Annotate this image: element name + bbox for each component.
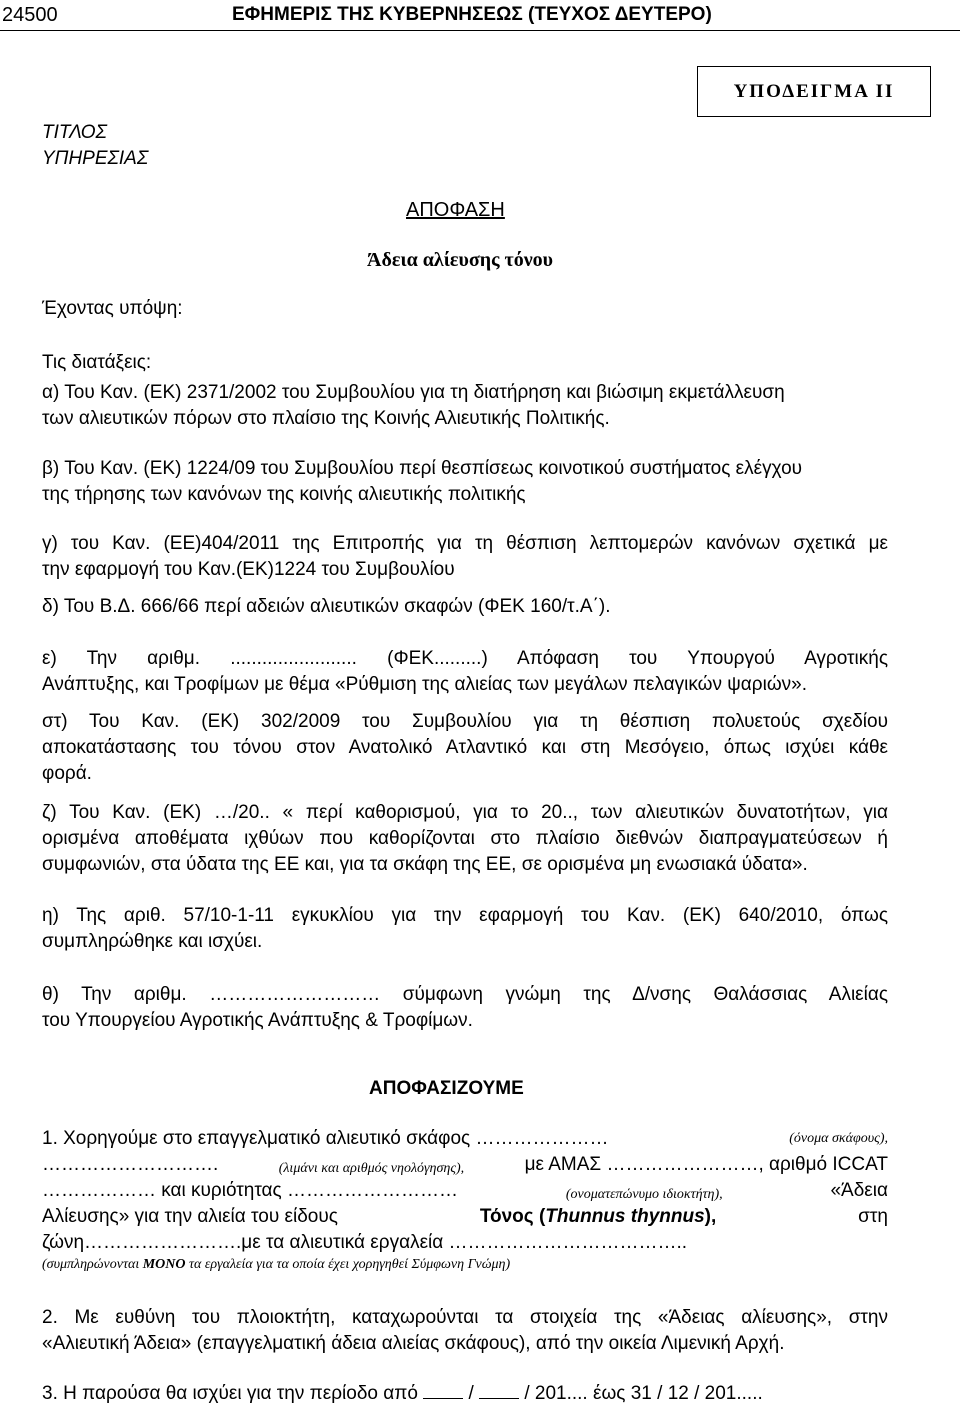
item-1-line-3 [42,1178,888,1204]
clause-i-line-2: του Υπουργείου Αγροτικής Ανάπτυξης & Τροφίμων. [42,1010,473,1031]
considering-label: Έχοντας υπόψη: [42,298,183,319]
item-3-line [42,1381,888,1407]
item-1-text-4a: Αλίευσης» για την αλιεία του είδους [42,1206,338,1227]
gazette-header [0,2,960,28]
page-number: 24500 [2,4,58,26]
date-month-blank [479,1382,519,1399]
item-1-text-4b: στη [858,1206,888,1227]
species-common-name: Τόνος [479,1206,534,1227]
species-latin-name: Thunnus thynnus [545,1206,705,1227]
clause-d-line-1: δ) Του Β.Δ. 666/66 περί αδειών αλιευτικών σκαφών (ΦΕΚ 160/τ.Α΄). [42,596,611,617]
item-1-note-2: (λιμάνι και αριθμός νηολόγησης), [278,1161,465,1176]
item-1-text-3b: «Άδεια [830,1180,888,1201]
clause-f-line-2: αποκατάστασης του τόνου στον Ανατολικό Ατλαντικό και στη Μεσόγειο, όπως ισχύει κάθε [42,737,888,758]
item-1-text-3a: ……………… και κυριότητας ……………………… [42,1180,458,1201]
item-1-species [480,1204,716,1230]
clause-g-line-1: ζ) Του Καν. (ΕΚ) …/20.. « περί καθορισμού, για το 20.., των αλιευτικών δυνατοτήτων, για [42,802,888,823]
service-line-2: ΥΠΗΡΕΣΙΑΣ [42,148,149,169]
clause-c-line-2: την εφαρμογή του Καν.(ΕΚ)1224 του Συμβουλίου [42,559,455,580]
clause-b-line-1: β) Του Καν. (ΕΚ) 1224/09 του Συμβουλίου περί θεσπίσεως κοινοτικού συστήματος ελέγχου [42,458,803,479]
decision-title: ΑΠΟΦΑΣΗ [406,199,505,221]
footnote-part-c: τα εργαλεία για τα οποία έχει χορηγηθεί Σύμφωνη Γνώμη) [189,1257,511,1272]
date-separator: / [468,1383,474,1404]
service-line-1: ΤΙΤΛΟΣ [42,122,107,143]
date-day-blank [423,1382,463,1399]
item-3-text-a: 3. Η παρούσα θα ισχύει για την περίοδο από [42,1383,418,1404]
footnote-only: ΜΟΝΟ [142,1257,186,1272]
clause-c [42,531,888,583]
clause-i [42,982,888,1034]
model-box: ΥΠΟΔΕΙΓΜΑ ΙΙ [697,66,931,117]
clause-e-line-2: Ανάπτυξης, και Τροφίμων με θέμα «Ρύθμιση της αλιείας των μεγάλων πελαγικών ψαριών». [42,674,808,695]
service-title [42,120,148,172]
item-1-line-2 [42,1152,888,1178]
clause-b-line-2: της τήρησης των κανόνων της κοινής αλιευτικής πολιτικής [42,484,526,505]
item-1-note-1: (όνομα σκάφους), [789,1131,888,1146]
clause-h-line-2: συμπληρώθηκε και ισχύει. [42,931,263,952]
clause-a-line-2: των αλιευτικών πόρων στο πλαίσιο της Κοινής Αλιευτικής Πολιτικής. [42,408,610,429]
clause-b [42,456,888,508]
clause-f-line-3: φορά. [42,763,92,784]
header-rule [0,30,960,31]
item-1-line-4 [42,1204,888,1230]
decision-subtitle: Άδεια αλίευσης τόνου [367,249,554,271]
item-2-line-1: 2. Με ευθύνη του πλοιοκτήτη, καταχωρούνται τα στοιχεία της «Άδειας αλίευσης», στην [42,1307,888,1328]
clause-a-line-1: α) Του Καν. (ΕΚ) 2371/2002 του Συμβουλίου για τη διατήρηση και βιώσιμη εκμετάλλευση [42,382,785,403]
item-1-text-1: 1. Χορηγούμε στο επαγγελματικό αλιευτικό σκάφος ………………… [42,1128,609,1149]
clause-a [42,380,888,432]
provisions-label: Τις διατάξεις: [42,352,152,373]
item-1-dots-2: ………………………. [42,1154,219,1175]
clause-i-line-1: θ) Την αριθμ. ……………………… σύμφωνη γνώμη της Δ/νσης Θαλάσσιας Αλιείας [42,984,888,1005]
item-1 [42,1126,888,1278]
clause-g [42,800,888,878]
clause-g-line-2: ορισμένα αποθέματα ιχθύων που καθορίζονται στο πλαίσιο διεθνών διαπραγματεύσεων ή [42,828,888,849]
item-3-text-b: / 201.... έως 31 / 12 / 201..... [524,1383,763,1404]
footnote-part-a: (συμπληρώνονται [42,1257,140,1272]
gazette-title: ΕΦΗΜΕΡΙΣ ΤΗΣ ΚΥΒΕΡΝΗΣΕΩΣ (ΤΕΥΧΟΣ ΔΕΥΤΕΡΟ) [232,4,712,25]
item-2-line-2: «Αλιευτική Άδεια» (επαγγελματική άδεια αλιείας σκάφους), από την οικεία Λιμενική Αρχή. [42,1333,785,1354]
item-1-line-1 [42,1126,888,1152]
clause-h-line-1: η) Της αριθ. 57/10-1-11 εγκυκλίου για την εφαρμογή του Καν. (ΕΚ) 640/2010, όπως [42,905,888,926]
decide-title: ΑΠΟΦΑΣΙΖΟΥΜΕ [369,1078,524,1099]
item-1-text-2: με ΑΜΑΣ ……………………, αριθμό ICCAT [524,1154,888,1175]
clause-d [42,594,888,620]
species-paren-close: ), [704,1206,717,1227]
item-1-note-3: (ονοματεπώνυμο ιδιοκτήτη), [565,1187,723,1202]
clause-c-line-1: γ) του Καν. (ΕΕ)404/2011 της Επιτροπής για τη θέσπιση λεπτομερών κανόνων σχετικά με [42,533,888,554]
clause-f [42,709,888,787]
clause-f-line-1: στ) Του Καν. (ΕΚ) 302/2009 του Συμβουλίου για τη θέσπιση πολυετούς σχεδίου [42,711,888,732]
item-1-footnote [42,1256,888,1278]
item-3 [42,1381,888,1407]
clause-e [42,646,888,698]
clause-h [42,903,888,955]
clause-g-line-3: συμφωνιών, στα ύδατα της ΕΕ και, για τα σκάφη της ΕΕ, σε ορισμένα μη ενωσιακά ύδατα». [42,854,808,875]
item-1-line-5: ζώνη…………………….με τα αλιευτικά εργαλεία ……………………………….. [42,1232,688,1253]
clause-e-line-1: ε) Την αριθμ. ........................ (ΦΕΚ.........) Απόφαση του Υπουργού Αγροτικής [42,648,888,669]
item-2 [42,1305,888,1357]
species-paren-open: ( [538,1206,546,1227]
